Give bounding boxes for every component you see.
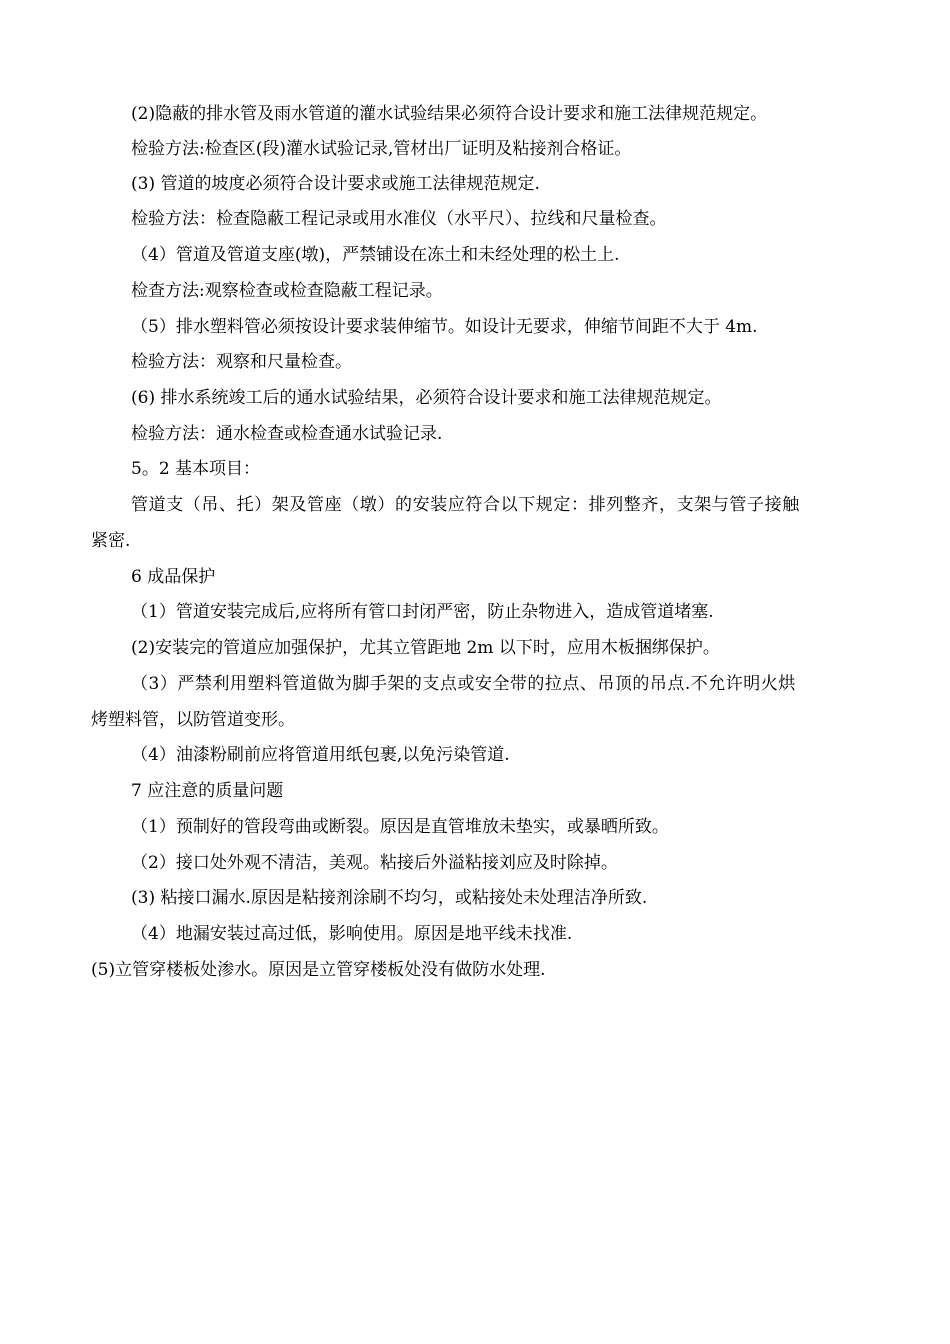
paragraph-line: (2)安装完的管道应加强保护，尤其立管距地 2m 以下时，应用木板捆绑保护。 — [131, 638, 720, 658]
paragraph-line: 检查方法:观察检查或检查隐蔽工程记录。 — [131, 281, 443, 301]
paragraph-line: (3) 粘接口漏水.原因是粘接剂涂刷不均匀，或粘接处未处理洁净所致. — [131, 888, 648, 908]
paragraph-line: (6) 排水系统竣工后的通水试验结果，必须符合设计要求和施工法律规范规定。 — [131, 388, 722, 408]
section-heading: 6 成品保护 — [131, 567, 216, 587]
paragraph-line: 检验方法:检查区(段)灌水试验记录,管材出厂证明及粘接剂合格证。 — [131, 139, 632, 159]
paragraph-line: （4）地漏安装过高过低，影响使用。原因是地平线未找准. — [131, 924, 573, 944]
paragraph-line: （1）管道安装完成后,应将所有管口封闭严密，防止杂物进入，造成管道堵塞. — [131, 602, 714, 622]
paragraph-line: (5)立管穿楼板处渗水。原因是立管穿楼板处没有做防水处理. — [91, 960, 546, 980]
paragraph-line: (2)隐蔽的排水管及雨水管道的灌水试验结果必须符合设计要求和施工法律规范规定。 — [131, 104, 768, 124]
paragraph-line: 检验方法：检查隐蔽工程记录或用水准仪（水平尺）、拉线和尺量检查。 — [131, 209, 667, 229]
paragraph-line: （4）油漆粉刷前应将管道用纸包裹,以免污染管道. — [131, 745, 510, 765]
paragraph-line: 检验方法：观察和尺量检查。 — [131, 352, 352, 372]
paragraph-line: 烤塑料管，以防管道变形。 — [91, 710, 295, 730]
paragraph-line: （2）接口处外观不清洁，美观。粘接后外溢粘接刘应及时除掉。 — [131, 853, 618, 873]
paragraph-line: 检验方法：通水检查或检查通水试验记录. — [131, 424, 443, 444]
section-heading: 5。2 基本项目： — [131, 459, 261, 479]
paragraph-line: （5）排水塑料管必须按设计要求装伸缩节。如设计无要求，伸缩节间距不大于 4m. — [131, 317, 758, 337]
paragraph-line: （1）预制好的管段弯曲或断裂。原因是直管堆放未垫实，或暴晒所致。 — [131, 817, 669, 837]
paragraph-line: 管道支（吊、托）架及管座（墩）的安装应符合以下规定：排列整齐，支架与管子接触 — [131, 495, 800, 515]
section-heading: 7 应注意的质量问题 — [131, 781, 284, 801]
paragraph-line: (3) 管道的坡度必须符合设计要求或施工法律规范规定. — [131, 174, 540, 194]
paragraph-line: （3）严禁利用塑料管道做为脚手架的支点或安全带的拉点、吊顶的吊点.不允许明火烘 — [131, 674, 796, 694]
paragraph-line: （4）管道及管道支座(墩)，严禁铺设在冻土和未经处理的松土上. — [131, 245, 620, 265]
paragraph-line: 紧密. — [91, 531, 131, 551]
